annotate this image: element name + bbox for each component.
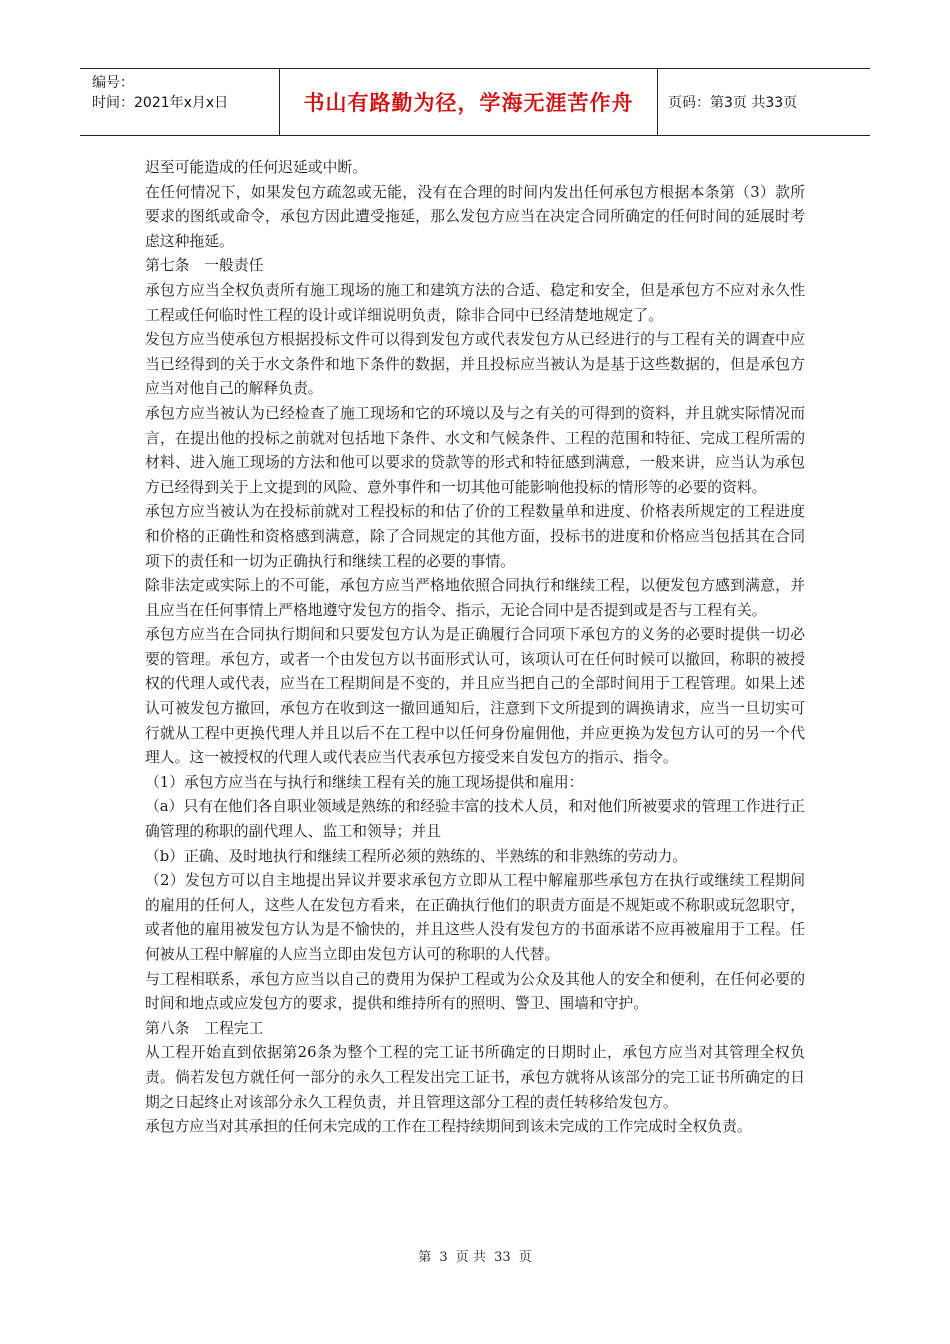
paragraph: 承包方应当全权负责所有施工现场的施工和建筑方法的合适、稳定和安全，但是承包方不应对永久性工程或任何临时性工程的设计或详细说明负责，除非合同中已经清楚地规定了。 xyxy=(145,281,805,324)
header-page-info: 页码：第3页 共33页 xyxy=(668,95,798,111)
footer-suffix: 页 xyxy=(518,1250,532,1265)
article-heading: 第八条 工程完工 xyxy=(145,1019,264,1037)
document-body xyxy=(145,156,805,1140)
paragraph: 发包方应当使承包方根据投标文件可以得到发包方或代表发包方从已经进行的与工程有关的调查中应当已经得到的关于水文条件和地下条件的数据，并且投标应当被认为是基于这些数据的，但是承包方应当对他自己的解释负责。 xyxy=(145,331,805,398)
paragraph: 迟至可能造成的任何迟延或中断。 xyxy=(145,159,367,176)
list-item: （b）正确、及时地执行和继续工程所必须的熟练的、半熟练的和非熟练的劳动力。 xyxy=(145,847,688,865)
footer-middle: 页 共 xyxy=(455,1250,486,1265)
footer-current-page: 3 xyxy=(439,1250,448,1265)
footer-total-pages: 33 xyxy=(494,1250,511,1265)
page-footer xyxy=(0,1246,950,1265)
list-item: （2）发包方可以自主地提出异议并要求承包方立即从工程中解雇那些承包方在执行或继续工程期间的雇用的任何人，这些人在发包方看来，在正确执行他们的职责方面是不规矩或不称职或玩忽职守，或者他的雇用被发包方认为是不愉快的，并且这些人没有发包方的书面承诺不应再被雇用于工程。任何被从工程中解雇的人应当立即由发包方认可的称职的人代替。 xyxy=(145,872,805,963)
paragraph: 与工程相联系，承包方应当以自己的费用为保护工程或为公众及其他人的安全和便利，在任何必要的时间和地点或应发包方的要求，提供和维持所有的照明、警卫、围墙和守护。 xyxy=(145,970,805,1013)
list-item: （1）承包方应当在与执行和继续工程有关的施工现场提供和雇用： xyxy=(145,773,584,791)
doc-date: 时间：2021年x月x日 xyxy=(92,95,229,111)
list-item: （a）只有在他们各自职业领域是熟练的和经验丰富的技术人员，和对他们所被要求的管理工作进行正确管理的称职的副代理人、监工和领导；并且 xyxy=(145,798,805,841)
page-header xyxy=(80,68,870,136)
header-meta xyxy=(80,69,280,135)
paragraph: 在任何情况下，如果发包方疏忽或无能，没有在合理的时间内发出任何承包方根据本条第（3）款所要求的图纸或命令，承包方因此遭受拖延，那么发包方应当在决定合同所确定的任何时间的延展时考虑这种拖延。 xyxy=(145,183,805,250)
paragraph: 承包方应当在合同执行期间和只要发包方认为是正确履行合同项下承包方的义务的必要时提供一切必要的管理。承包方，或者一个由发包方以书面形式认可，该项认可在任何时候可以撤回，称职的被授权的代理人或代表，应当在工程期间是不变的，并且应当把自己的全部时间用于工程管理。如果上述认可被发包方撤回，承包方在收到这一撤回通知后，注意到下文所提到的调换请求，应当一旦切实可行就从工程中更换代理人并且以后不在工程中以任何身份雇佣他，并应更换为发包方认可的另一个代理人。这一被授权的代理人或代表应当代表承包方接受来自发包方的指示、指令。 xyxy=(145,626,805,767)
doc-number-label: 编号： xyxy=(92,75,134,91)
header-slogan: 书山有路勤为径，学海无涯苦作舟 xyxy=(303,90,634,115)
footer-prefix: 第 xyxy=(418,1250,432,1265)
paragraph: 从工程开始直到依据第26条为整个工程的完工证书所确定的日期时止，承包方应当对其管理全权负责。倘若发包方就任何一部分的永久工程发出完工证书，承包方就将从该部分的完工证书所确定的日期之日起终止对该部分永久工程负责，并且管理这部分工程的责任转移给发包方。 xyxy=(145,1044,805,1111)
paragraph: 承包方应当对其承担的任何未完成的工作在工程持续期间到该未完成的工作完成时全权负责。 xyxy=(145,1118,752,1136)
paragraph: 承包方应当被认为在投标前就对工程投标的和估了价的工程数量单和进度、价格表所规定的工程进度和价格的正确性和资格感到满意，除了合同规定的其他方面，投标书的进度和价格应当包括其在合同项下的责任和一切为正确执行和继续工程的必要的事情。 xyxy=(145,503,805,570)
paragraph: 承包方应当被认为已经检查了施工现场和它的环境以及与之有关的可得到的资料，并且就实际情况而言，在提出他的投标之前就对包括地下条件、水文和气候条件、工程的范围和特征、完成工程所需的材料、进入施工现场的方法和他可以要求的贷款等的形式和特征感到满意，一般来讲，应当认为承包方已经得到关于上文提到的风险、意外事件和一切其他可能影响他投标的情形等的必要的资料。 xyxy=(145,404,805,496)
header-slogan-cell xyxy=(280,69,658,135)
paragraph: 除非法定或实际上的不可能，承包方应当严格地依照合同执行和继续工程，以便发包方感到满意，并且应当在任何事情上严格地遵守发包方的指令、指示，无论合同中是否提到或是否与工程有关。 xyxy=(145,577,805,619)
header-page-cell xyxy=(658,69,870,135)
article-heading: 第七条 一般责任 xyxy=(145,257,264,275)
